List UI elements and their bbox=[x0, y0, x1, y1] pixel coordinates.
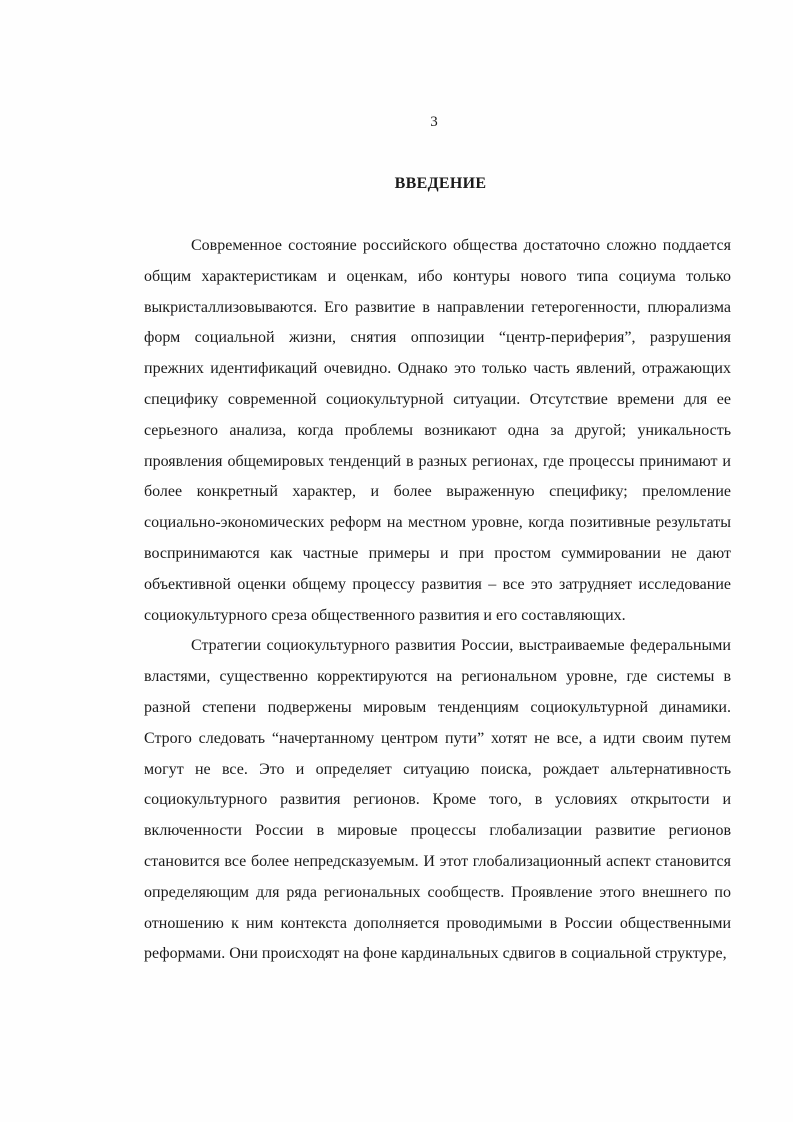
section-heading: ВВЕДЕНИЕ bbox=[394, 175, 487, 192]
paragraph: Современное состояние российского общества достаточно сложно поддается общим характеристикам и оценкам, ибо контуры нового типа социума только выкристаллизовываются. Его развитие в направлении гетерогенности, плюрализма форм социальной жизни, снятия оппозиции “центр-периферия”, разрушения прежних идентификаций очевидно. Однако это только часть явлений, отражающих специфику современной социокультурной ситуации. Отсутствие времени для ее серьезного анализа, когда проблемы возникают одна за другой; уникальность проявления общемировых тенденций в разных регионах, где процессы принимают и более конкретный характер, и более выраженную специфику; преломление социально-экономических реформ на местном уровне, когда позитивные результаты воспринимаются как частные примеры и при простом суммировании не дают объективной оценки общему процессу развития – все это затрудняет исследование социокультурного среза общественного развития и его составляющих. bbox=[144, 237, 731, 624]
paragraph: Стратегии социокультурного развития России, выстраиваемые федеральными властями, существенно корректируются на региональном уровне, где системы в разной степени подвержены мировым тенденциям социокультурной динамики. Строго следовать “начертанному центром пути” хотят не все, а идти своим путем могут не все. Это и определяет ситуацию поиска, рождает альтернативность социокультурного развития регионов. Кроме того, в условиях открытости и включенности России в мировые процессы глобализации развитие регионов становится все более непредсказуемым. И этот глобализационный аспект становится определяющим для ряда региональных сообществ. Проявление этого внешнего по отношению к ним контекста дополняется проводимыми в России общественными реформами. Они происходят на фоне кардинальных сдвигов в социальной структуре, bbox=[144, 637, 731, 963]
page-number: 3 bbox=[430, 114, 438, 130]
body-text bbox=[144, 231, 731, 970]
